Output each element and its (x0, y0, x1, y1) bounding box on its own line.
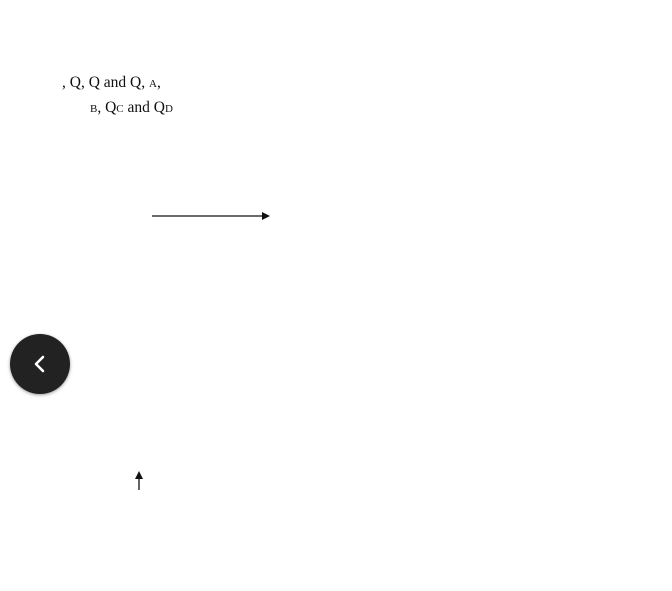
chevron-left-icon (29, 353, 51, 375)
question-paragraph: , Q, Q and Q, A, B, QC and QD (62, 74, 173, 117)
count-arrowhead (135, 471, 143, 479)
time-arrowhead (262, 212, 270, 220)
previous-button[interactable] (10, 334, 70, 394)
